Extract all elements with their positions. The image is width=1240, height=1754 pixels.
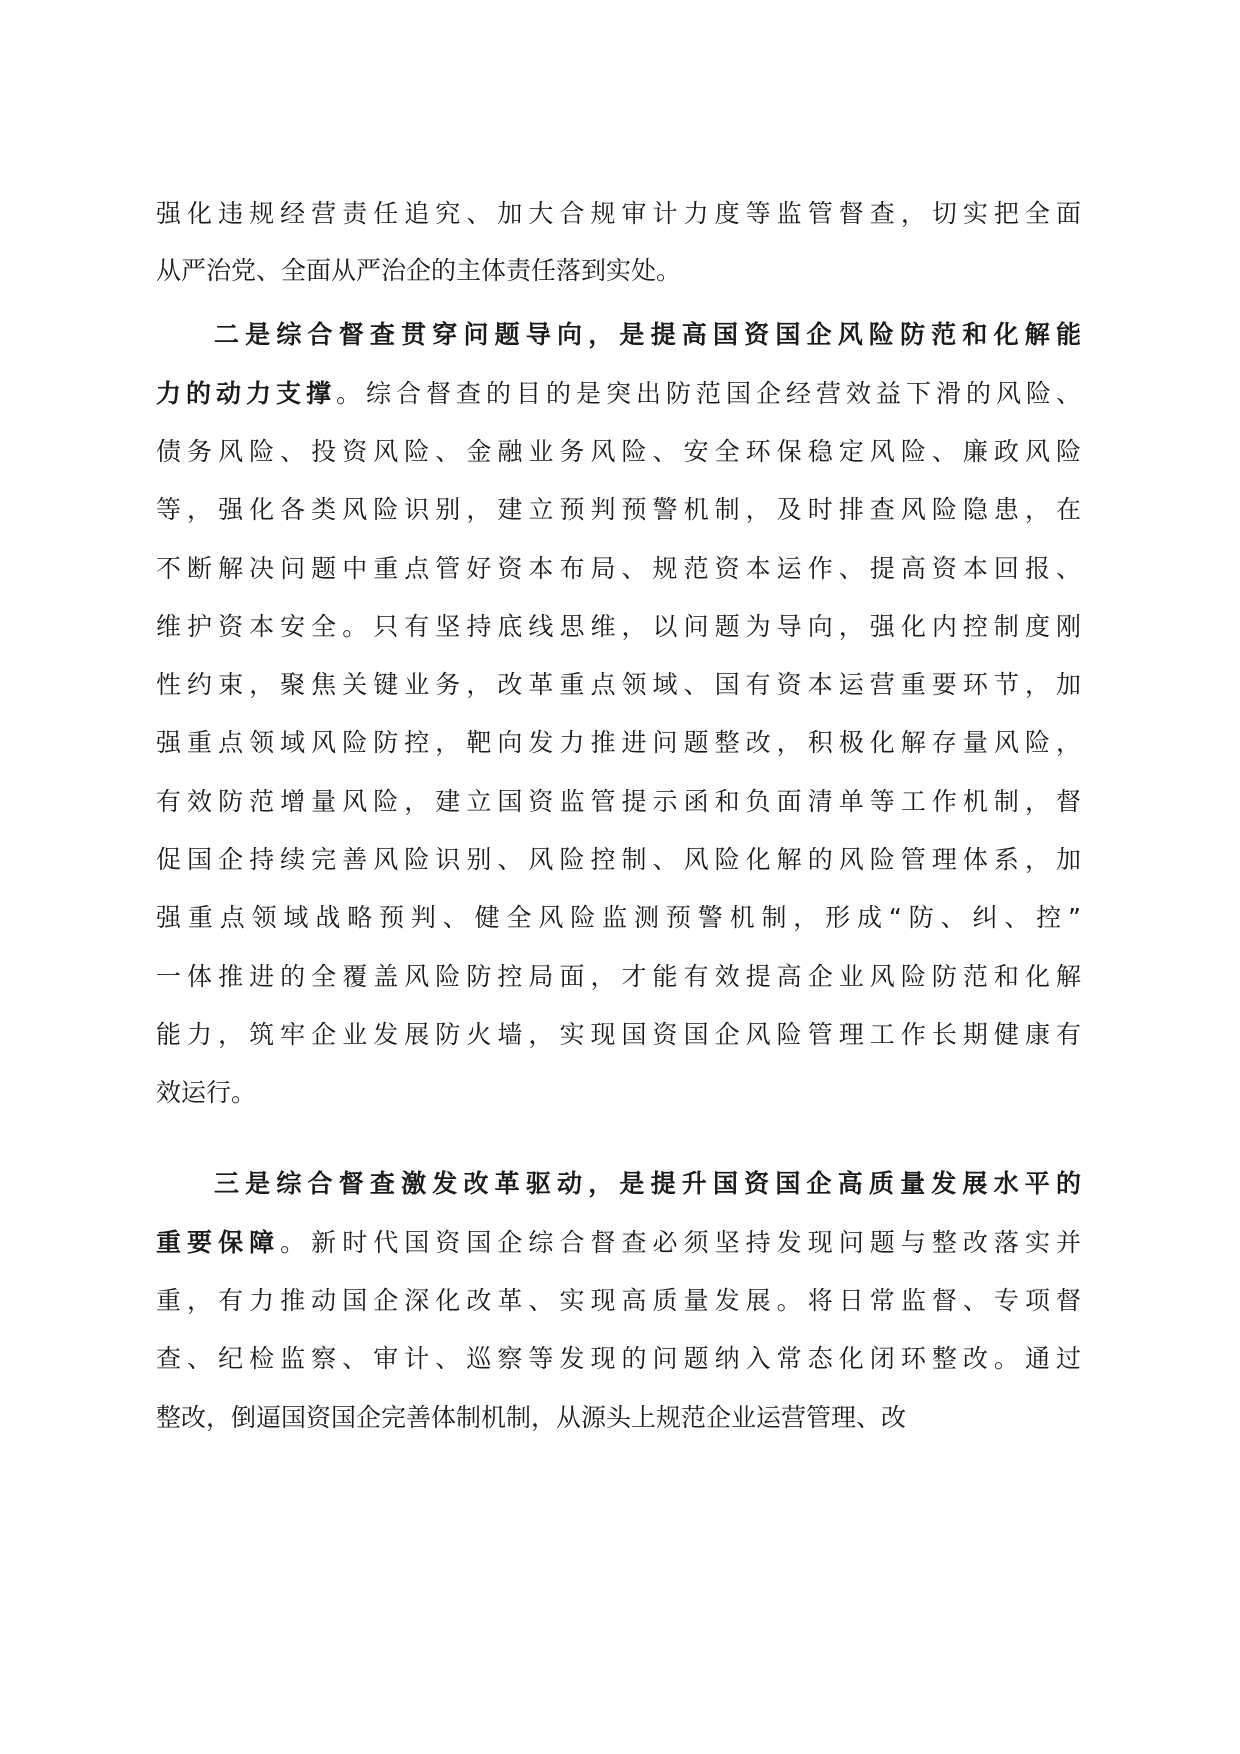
paragraph-2-line-11: 强重点领域战略预判、健全风险监测预警机制，形成“防、纠、控”	[156, 903, 1081, 932]
paragraph-3-line-2-text: 。新时代国资国企综合督查必须坚持发现问题与整改落实并	[280, 1228, 1081, 1257]
paragraph-2-line-6: 维护资本安全。只有坚持底线思维，以问题为导向，强化内控制度刚	[156, 612, 1081, 641]
paragraph-2-line-2	[156, 374, 1081, 414]
paragraph-3-line-2	[156, 1223, 1081, 1263]
paragraph-2-line-2-text: 。综合督查的目的是突出防范国企经营效益下滑的风险、	[336, 379, 1081, 408]
paragraph-1-line-1: 强化违规经营责任追究、加大合规审计力度等监管督查，切实把全面	[156, 199, 1081, 228]
paragraph-2-line-5: 不断解决问题中重点管好资本布局、规范资本运作、提高资本回报、	[156, 554, 1081, 583]
paragraph-3-line-5: 整改，倒逼国资国企完善体制机制，从源头上规范企业运营管理、改	[156, 1403, 907, 1432]
paragraph-2-line-7: 性约束，聚焦关键业务，改革重点领域、国有资本运营重要环节，加	[156, 670, 1081, 699]
paragraph-2-line-13: 能力，筑牢企业发展防火墙，实现国资国企风险管理工作长期健康有	[156, 1020, 1081, 1049]
paragraph-2-line-14: 效运行。	[156, 1078, 257, 1107]
paragraph-1-line-2: 从严治党、全面从严治企的主体责任落到实处。	[156, 256, 682, 285]
paragraph-2-line-3: 债务风险、投资风险、金融业务风险、安全环保稳定风险、廉政风险	[156, 437, 1081, 466]
paragraph-2-line-12: 一体推进的全覆盖风险防控局面，才能有效提高企业风险防范和化解	[156, 962, 1081, 991]
paragraph-3-line-4: 查、纪检监察、审计、巡察等发现的问题纳入常态化闭环整改。通过	[156, 1344, 1081, 1373]
paragraph-2-line-9: 有效防范增量风险，建立国资监管提示函和负面清单等工作机制，督	[156, 787, 1081, 816]
paragraph-3-heading-line-1: 三是综合督查激发改革驱动，是提升国资国企高质量发展水平的	[214, 1169, 1081, 1198]
paragraph-3-line-3: 重，有力推动国企深化改革、实现高质量发展。将日常监督、专项督	[156, 1286, 1081, 1315]
paragraph-2-line-4: 等，强化各类风险识别，建立预判预警机制，及时排查风险隐患，在	[156, 495, 1081, 524]
paragraph-3-heading-tail: 重要保障	[156, 1228, 281, 1257]
paragraph-2-heading-tail: 力的动力支撑	[156, 379, 336, 408]
paragraph-2-heading-line-1: 二是综合督查贯穿问题导向，是提高国资国企风险防范和化解能	[214, 320, 1081, 349]
paragraph-2-line-10: 促国企持续完善风险识别、风险控制、风险化解的风险管理体系，加	[156, 845, 1081, 874]
paragraph-2-line-8: 强重点领域风险防控，靶向发力推进问题整改，积极化解存量风险，	[156, 728, 1081, 757]
